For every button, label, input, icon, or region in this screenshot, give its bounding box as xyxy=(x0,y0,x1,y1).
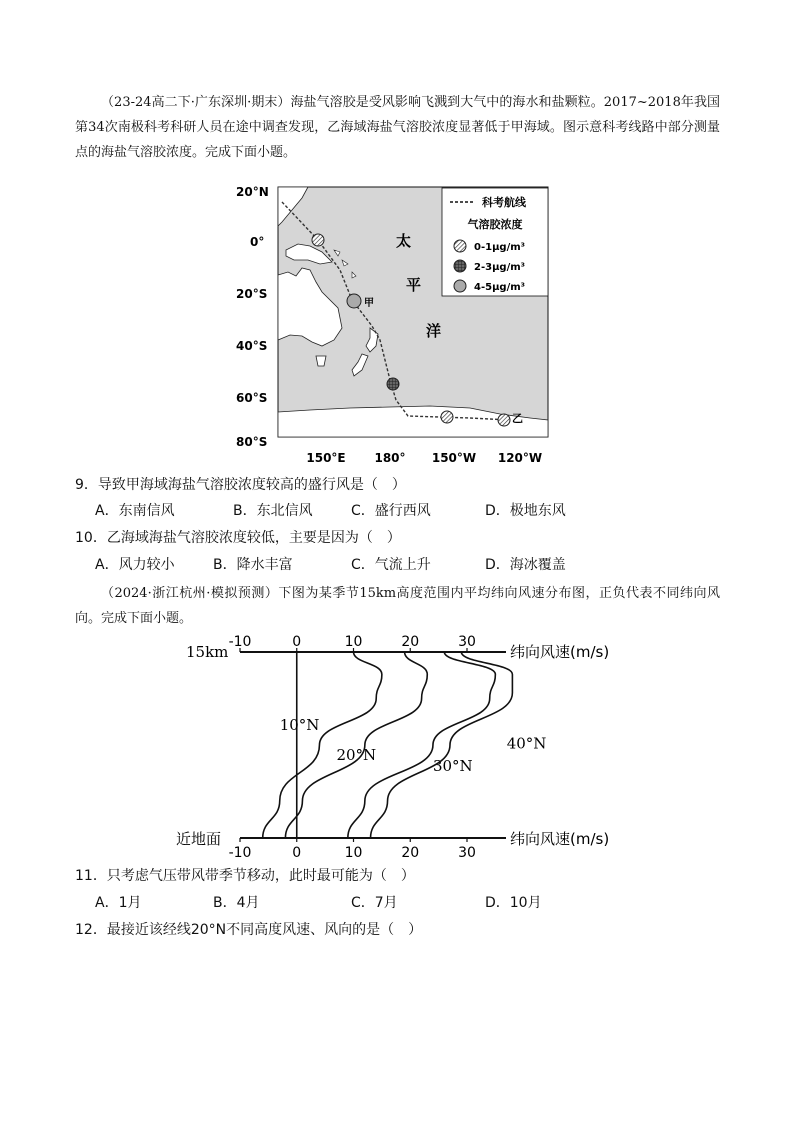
bottom-tick-label: 30 xyxy=(458,845,476,861)
q9-option-b[interactable]: B．东北信风 xyxy=(233,503,313,519)
question-9: 9．导致甲海域海盐气溶胶浓度较高的盛行风是（ ） xyxy=(75,477,406,493)
wind-speed-chart xyxy=(170,630,630,862)
legend-marker-2-3 xyxy=(454,260,466,272)
q10-option-a[interactable]: A．风力较小 xyxy=(95,557,175,573)
curve-label-20n: 20°N xyxy=(336,745,377,764)
q11-option-b[interactable]: B．4月 xyxy=(213,895,260,911)
chart-top-axis-label: 纬向风速(m/s) xyxy=(510,643,610,661)
legend-label-0-1: 0-1μg/m³ xyxy=(474,242,526,253)
question-11: 11．只考虑气压带风带季节移动，此时最可能为（ ） xyxy=(75,868,415,884)
curve-label-40n: 40°N xyxy=(506,734,547,753)
top-tick-label: 30 xyxy=(458,634,476,650)
route-map xyxy=(230,180,560,468)
q9-option-d[interactable]: D．极地东风 xyxy=(485,503,566,519)
chart-bottom-label: 近地面 xyxy=(176,830,222,848)
q10-option-b[interactable]: B．降水丰富 xyxy=(213,557,293,573)
source-tag-1: （23-24高二下·广东深圳·期末） xyxy=(101,95,291,110)
ocean-label-2: 平 xyxy=(406,276,422,294)
top-tick-label: 20 xyxy=(401,634,420,650)
q11-option-c[interactable]: C．7月 xyxy=(351,895,398,911)
bottom-tick-label: 10 xyxy=(344,845,363,861)
lon-label-120w: 120°W xyxy=(497,451,543,465)
point-north xyxy=(312,234,324,246)
top-tick-label: 10 xyxy=(344,634,363,650)
top-tick-label: -10 xyxy=(228,634,252,650)
point-yi-label: 乙 xyxy=(512,412,523,425)
bottom-tick-label: -10 xyxy=(228,845,252,861)
curve-label-10n: 10°N xyxy=(279,716,320,735)
map-land-tasmania xyxy=(316,356,326,366)
intro-paragraph-1 xyxy=(75,90,720,165)
lat-label-20n: 20°N xyxy=(236,185,269,199)
q9-option-a[interactable]: A．东南信风 xyxy=(95,503,175,519)
curve-40n xyxy=(371,652,513,838)
point-jia xyxy=(347,294,361,308)
chart-curves xyxy=(263,652,547,838)
ocean-label-3: 洋 xyxy=(426,322,442,340)
intro-text-1: 海盐气溶胶是受风影响飞溅到大气中的海水和盐颗粒。2017~2018年我国第34次南极科考科研人员在途中调查发现，乙海域海盐气溶胶浓度显著低于甲海域。图示意科考线路中部分测量点的海盐气溶胶浓度。完成下面小题。 xyxy=(75,95,721,160)
chart-bottom-axis-label: 纬向风速(m/s) xyxy=(510,830,610,848)
legend-title: 气溶胶浓度 xyxy=(467,218,523,231)
lat-label-20s: 20°S xyxy=(236,287,268,301)
legend-label-4-5: 4-5μg/m³ xyxy=(474,282,526,293)
intro-paragraph-2 xyxy=(75,581,720,631)
legend-label-2-3: 2-3μg/m³ xyxy=(474,262,526,273)
point-jia-label: 甲 xyxy=(364,298,374,309)
point-south-a xyxy=(441,411,453,423)
legend-marker-0-1 xyxy=(454,240,466,252)
ocean-label-1: 太 xyxy=(396,232,412,250)
q10-option-d[interactable]: D．海冰覆盖 xyxy=(485,557,566,573)
point-yi xyxy=(498,414,510,426)
lon-label-150e: 150°E xyxy=(306,451,346,465)
curve-label-30n: 30°N xyxy=(432,757,473,776)
lat-label-0: 0° xyxy=(250,235,265,249)
lon-label-180: 180° xyxy=(374,451,406,465)
bottom-tick-label: 0 xyxy=(292,845,302,861)
lat-label-40s: 40°S xyxy=(236,339,268,353)
source-tag-2: （2024·浙江杭州·模拟预测） xyxy=(101,586,279,601)
question-10: 10．乙海域海盐气溶胶浓度较低，主要是因为（ ） xyxy=(75,530,401,546)
chart-top-label: 15km xyxy=(186,643,229,661)
q10-option-c[interactable]: C．气流上升 xyxy=(351,557,431,573)
intro-text-2: 下图为某季节15km高度范围内平均纬向风速分布图，正负代表不同纬向风向。完成下面小题。 xyxy=(75,586,720,626)
lon-label-150w: 150°W xyxy=(431,451,477,465)
bottom-tick-label: 20 xyxy=(401,845,420,861)
lat-label-60s: 60°S xyxy=(236,391,268,405)
q11-option-d[interactable]: D．10月 xyxy=(485,895,542,911)
legend-route-label: 科考航线 xyxy=(482,196,526,209)
q11-option-a[interactable]: A．1月 xyxy=(95,895,142,911)
lat-label-80s: 80°S xyxy=(236,435,268,449)
top-tick-label: 0 xyxy=(292,634,302,650)
q9-option-c[interactable]: C．盛行西风 xyxy=(351,503,431,519)
legend-marker-4-5 xyxy=(454,280,466,292)
point-mid xyxy=(387,378,399,390)
question-12: 12．最接近该经线20°N不同高度风速、风向的是（ ） xyxy=(75,922,423,938)
